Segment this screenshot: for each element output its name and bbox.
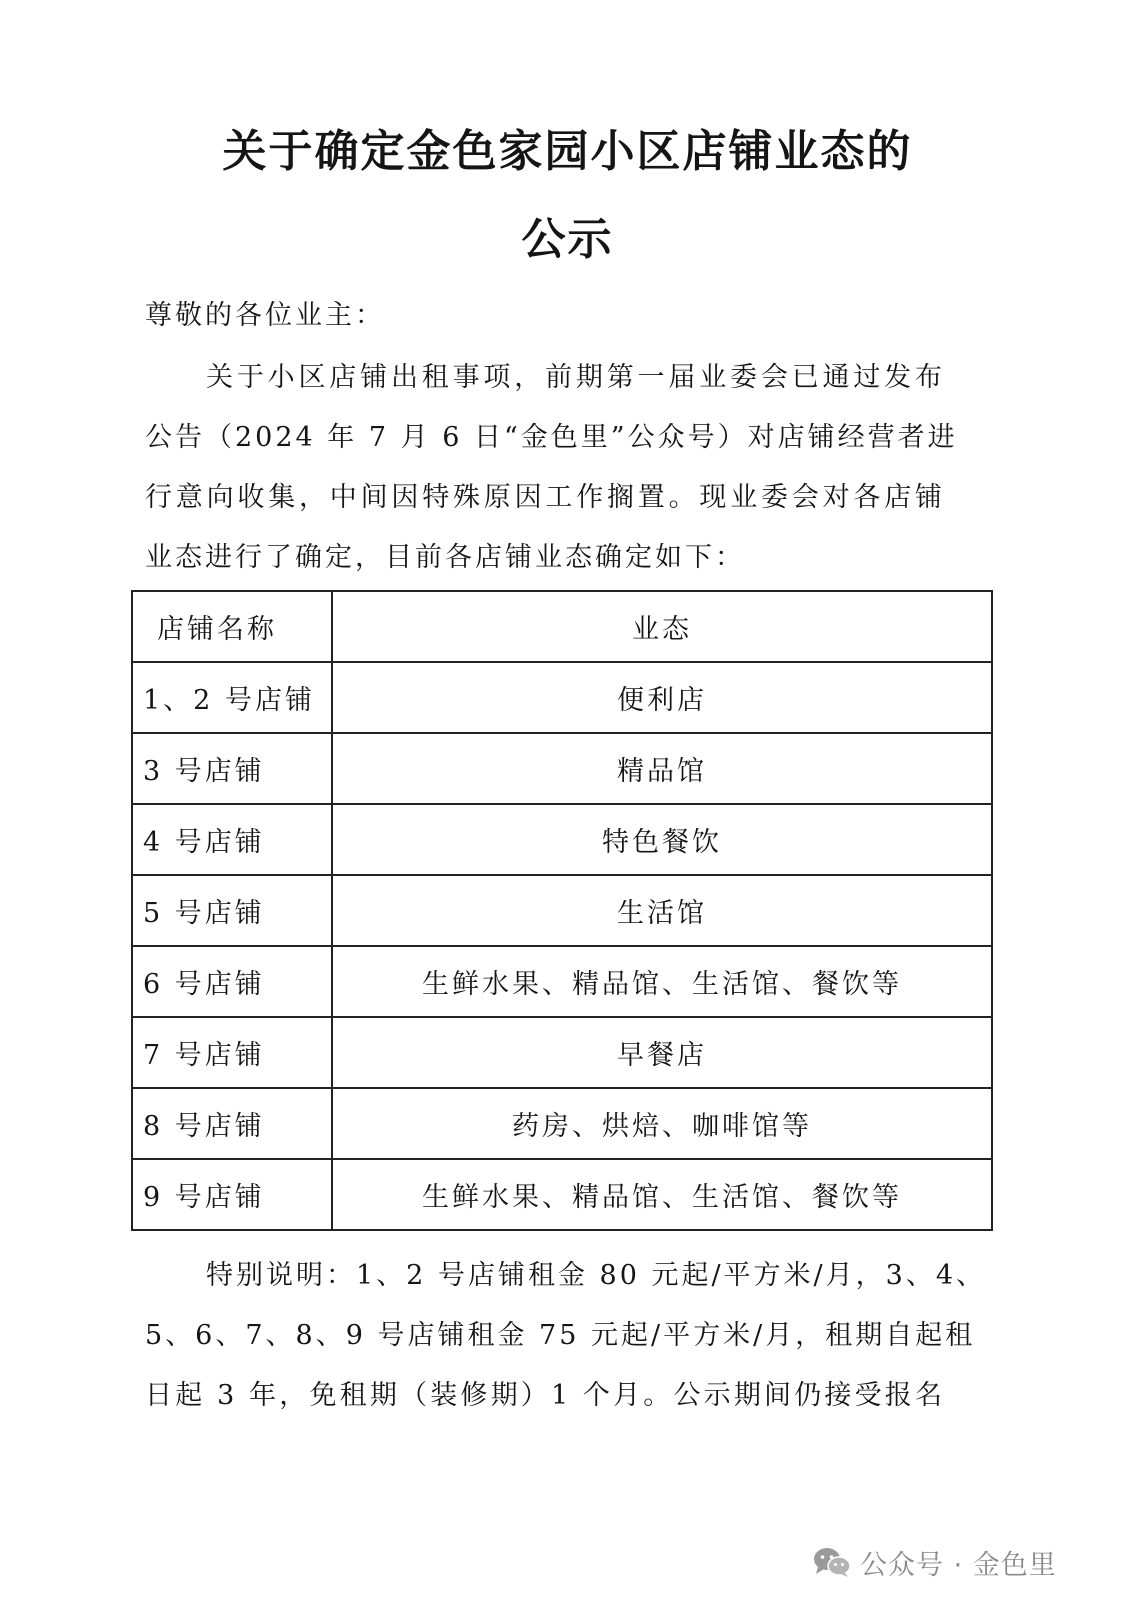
business-format-cell: 早餐店: [332, 1017, 992, 1088]
header-shop-name: 店铺名称: [132, 591, 332, 662]
business-format-cell: 生鲜水果、精品馆、生活馆、餐饮等: [332, 1159, 992, 1230]
paragraph2-line-3: 日起 3 年，免租期（装修期）1 个月。公示期间仍接受报名: [145, 1380, 945, 1411]
salutation: 尊敬的各位业主：: [145, 300, 385, 331]
shop-name-cell: 1、2 号店铺: [132, 662, 332, 733]
business-format-cell: 特色餐饮: [332, 804, 992, 875]
watermark: [812, 1540, 1057, 1584]
table-row: [132, 946, 992, 1017]
table-row: [132, 733, 992, 804]
table-row: [132, 1088, 992, 1159]
table-row: [132, 875, 992, 946]
watermark-text: 公众号 · 金色里: [860, 1549, 1057, 1581]
business-format-cell: 生活馆: [332, 875, 992, 946]
shop-name-cell: 6 号店铺: [132, 946, 332, 1017]
shop-name-cell: 9 号店铺: [132, 1159, 332, 1230]
document-title-line-2: 公示: [521, 214, 614, 265]
table-row: [132, 1017, 992, 1088]
paragraph2-line-1: 特别说明：1、2 号店铺租金 80 元起/平方米/月，3、4、: [206, 1260, 987, 1291]
shop-format-table: [131, 590, 993, 1231]
paragraph2-line-2: 5、6、7、8、9 号店铺租金 75 元起/平方米/月，租期自起租: [145, 1320, 976, 1351]
table-row: [132, 804, 992, 875]
table-header-row: [132, 591, 992, 662]
header-business-format: 业态: [332, 591, 992, 662]
paragraph1-line-1: 关于小区店铺出租事项，前期第一届业委会已通过发布: [206, 362, 945, 393]
wechat-icon: [812, 1546, 852, 1578]
business-format-cell: 精品馆: [332, 733, 992, 804]
table-row: [132, 1159, 992, 1230]
shop-name-cell: 5 号店铺: [132, 875, 332, 946]
paragraph1-line-3: 行意向收集，中间因特殊原因工作搁置。现业委会对各店铺: [145, 482, 945, 513]
shop-name-cell: 8 号店铺: [132, 1088, 332, 1159]
business-format-cell: 药房、烘焙、咖啡馆等: [332, 1088, 992, 1159]
shop-name-cell: 3 号店铺: [132, 733, 332, 804]
business-format-cell: 生鲜水果、精品馆、生活馆、餐饮等: [332, 946, 992, 1017]
table-row: [132, 662, 992, 733]
document-title-line-1: 关于确定金色家园小区店铺业态的: [222, 126, 913, 177]
paragraph1-line-4: 业态进行了确定，目前各店铺业态确定如下：: [145, 542, 745, 573]
paragraph1-line-2: 公告（2024 年 7 月 6 日“金色里”公众号）对店铺经营者进: [145, 422, 958, 453]
shop-name-cell: 4 号店铺: [132, 804, 332, 875]
business-format-cell: 便利店: [332, 662, 992, 733]
shop-name-cell: 7 号店铺: [132, 1017, 332, 1088]
